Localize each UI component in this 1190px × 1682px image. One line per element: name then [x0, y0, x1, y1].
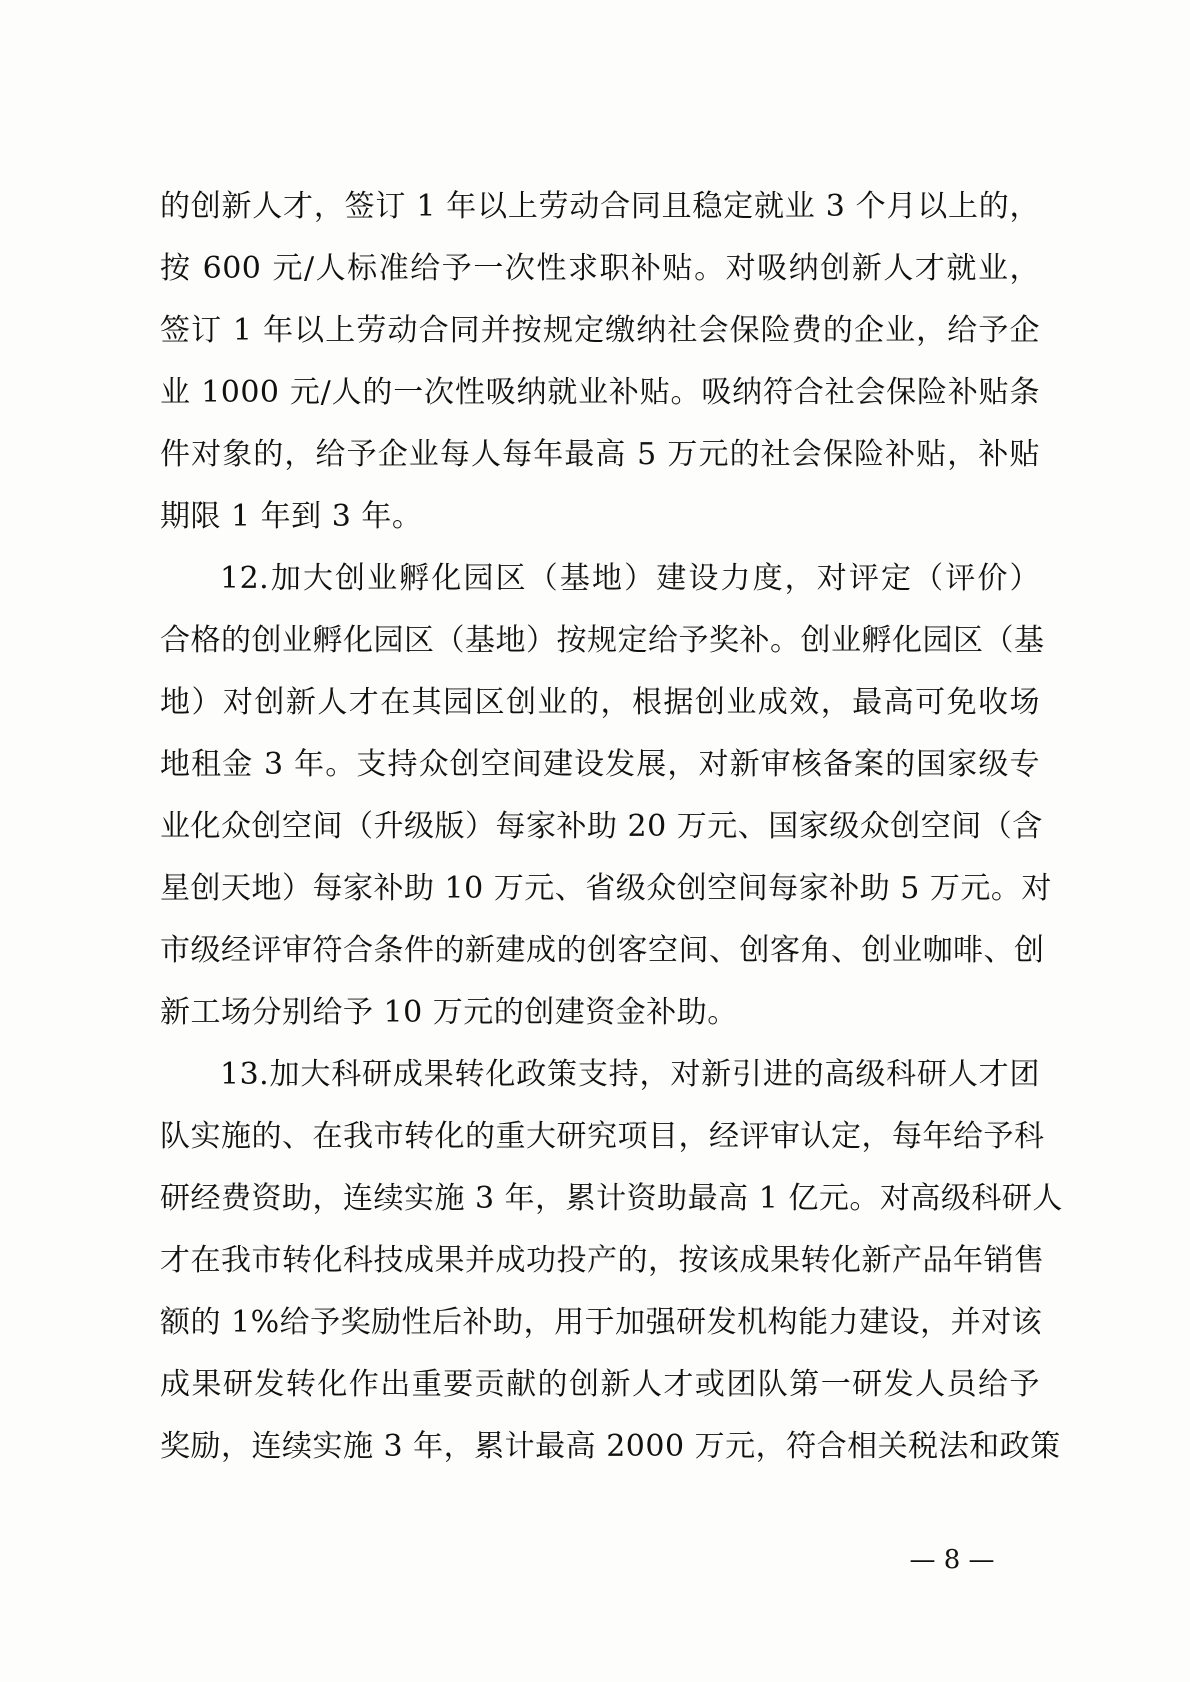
- text-line: 按 600 元/人标准给予一次性求职补贴。对吸纳创新人才就业，: [160, 251, 1040, 286]
- text-line: 额的 1%给予奖励性后补助，用于加强研发机构能力建设，并对该: [160, 1305, 1043, 1340]
- text-line: 期限 1 年到 3 年。: [160, 499, 423, 534]
- text-line: 成果研发转化作出重要贡献的创新人才或团队第一研发人员给予: [160, 1367, 1040, 1402]
- text-line: 合格的创业孵化园区（基地）按规定给予奖补。创业孵化园区（基: [160, 623, 1045, 658]
- text-line: 签订 1 年以上劳动合同并按规定缴纳社会保险费的企业，给予企: [160, 313, 1040, 348]
- text-line: 件对象的，给予企业每人每年最高 5 万元的社会保险补贴，补贴: [160, 437, 1040, 472]
- text-line: 星创天地）每家补助 10 万元、省级众创空间每家补助 5 万元。对: [160, 871, 1052, 906]
- body-text: [160, 176, 1063, 1478]
- text-line: 业 1000 元/人的一次性吸纳就业补贴。吸纳符合社会保险补贴条: [160, 375, 1040, 410]
- text-line: 地）对创新人才在其园区创业的，根据创业成效，最高可免收场: [160, 685, 1040, 720]
- page-number: — 8 —: [909, 1545, 995, 1575]
- text-line: 新工场分别给予 10 万元的创建资金补助。: [160, 995, 738, 1030]
- text-line: 才在我市转化科技成果并成功投产的，按该成果转化新产品年销售: [160, 1243, 1045, 1278]
- text-line: 研经费资助，连续实施 3 年，累计资助最高 1 亿元。对高级科研人: [160, 1181, 1063, 1216]
- text-line: 业化众创空间（升级版）每家补助 20 万元、国家级众创空间（含: [160, 809, 1043, 844]
- text-line: 队实施的、在我市转化的重大研究项目，经评审认定，每年给予科: [160, 1119, 1045, 1154]
- text-line: 地租金 3 年。支持众创空间建设发展，对新审核备案的国家级专: [160, 747, 1040, 782]
- paragraph-13-first-line: 13.加大科研成果转化政策支持，对新引进的高级科研人才团: [220, 1057, 1040, 1092]
- text-line: 奖励，连续实施 3 年，累计最高 2000 万元，符合相关税法和政策: [160, 1429, 1061, 1464]
- paragraph-12-first-line: 12.加大创业孵化园区（基地）建设力度，对评定（评价）: [220, 561, 1040, 596]
- text-line: 的创新人才，签订 1 年以上劳动合同且稳定就业 3 个月以上的，: [160, 189, 1040, 224]
- text-line: 市级经评审符合条件的新建成的创客空间、创客角、创业咖啡、创: [160, 933, 1045, 968]
